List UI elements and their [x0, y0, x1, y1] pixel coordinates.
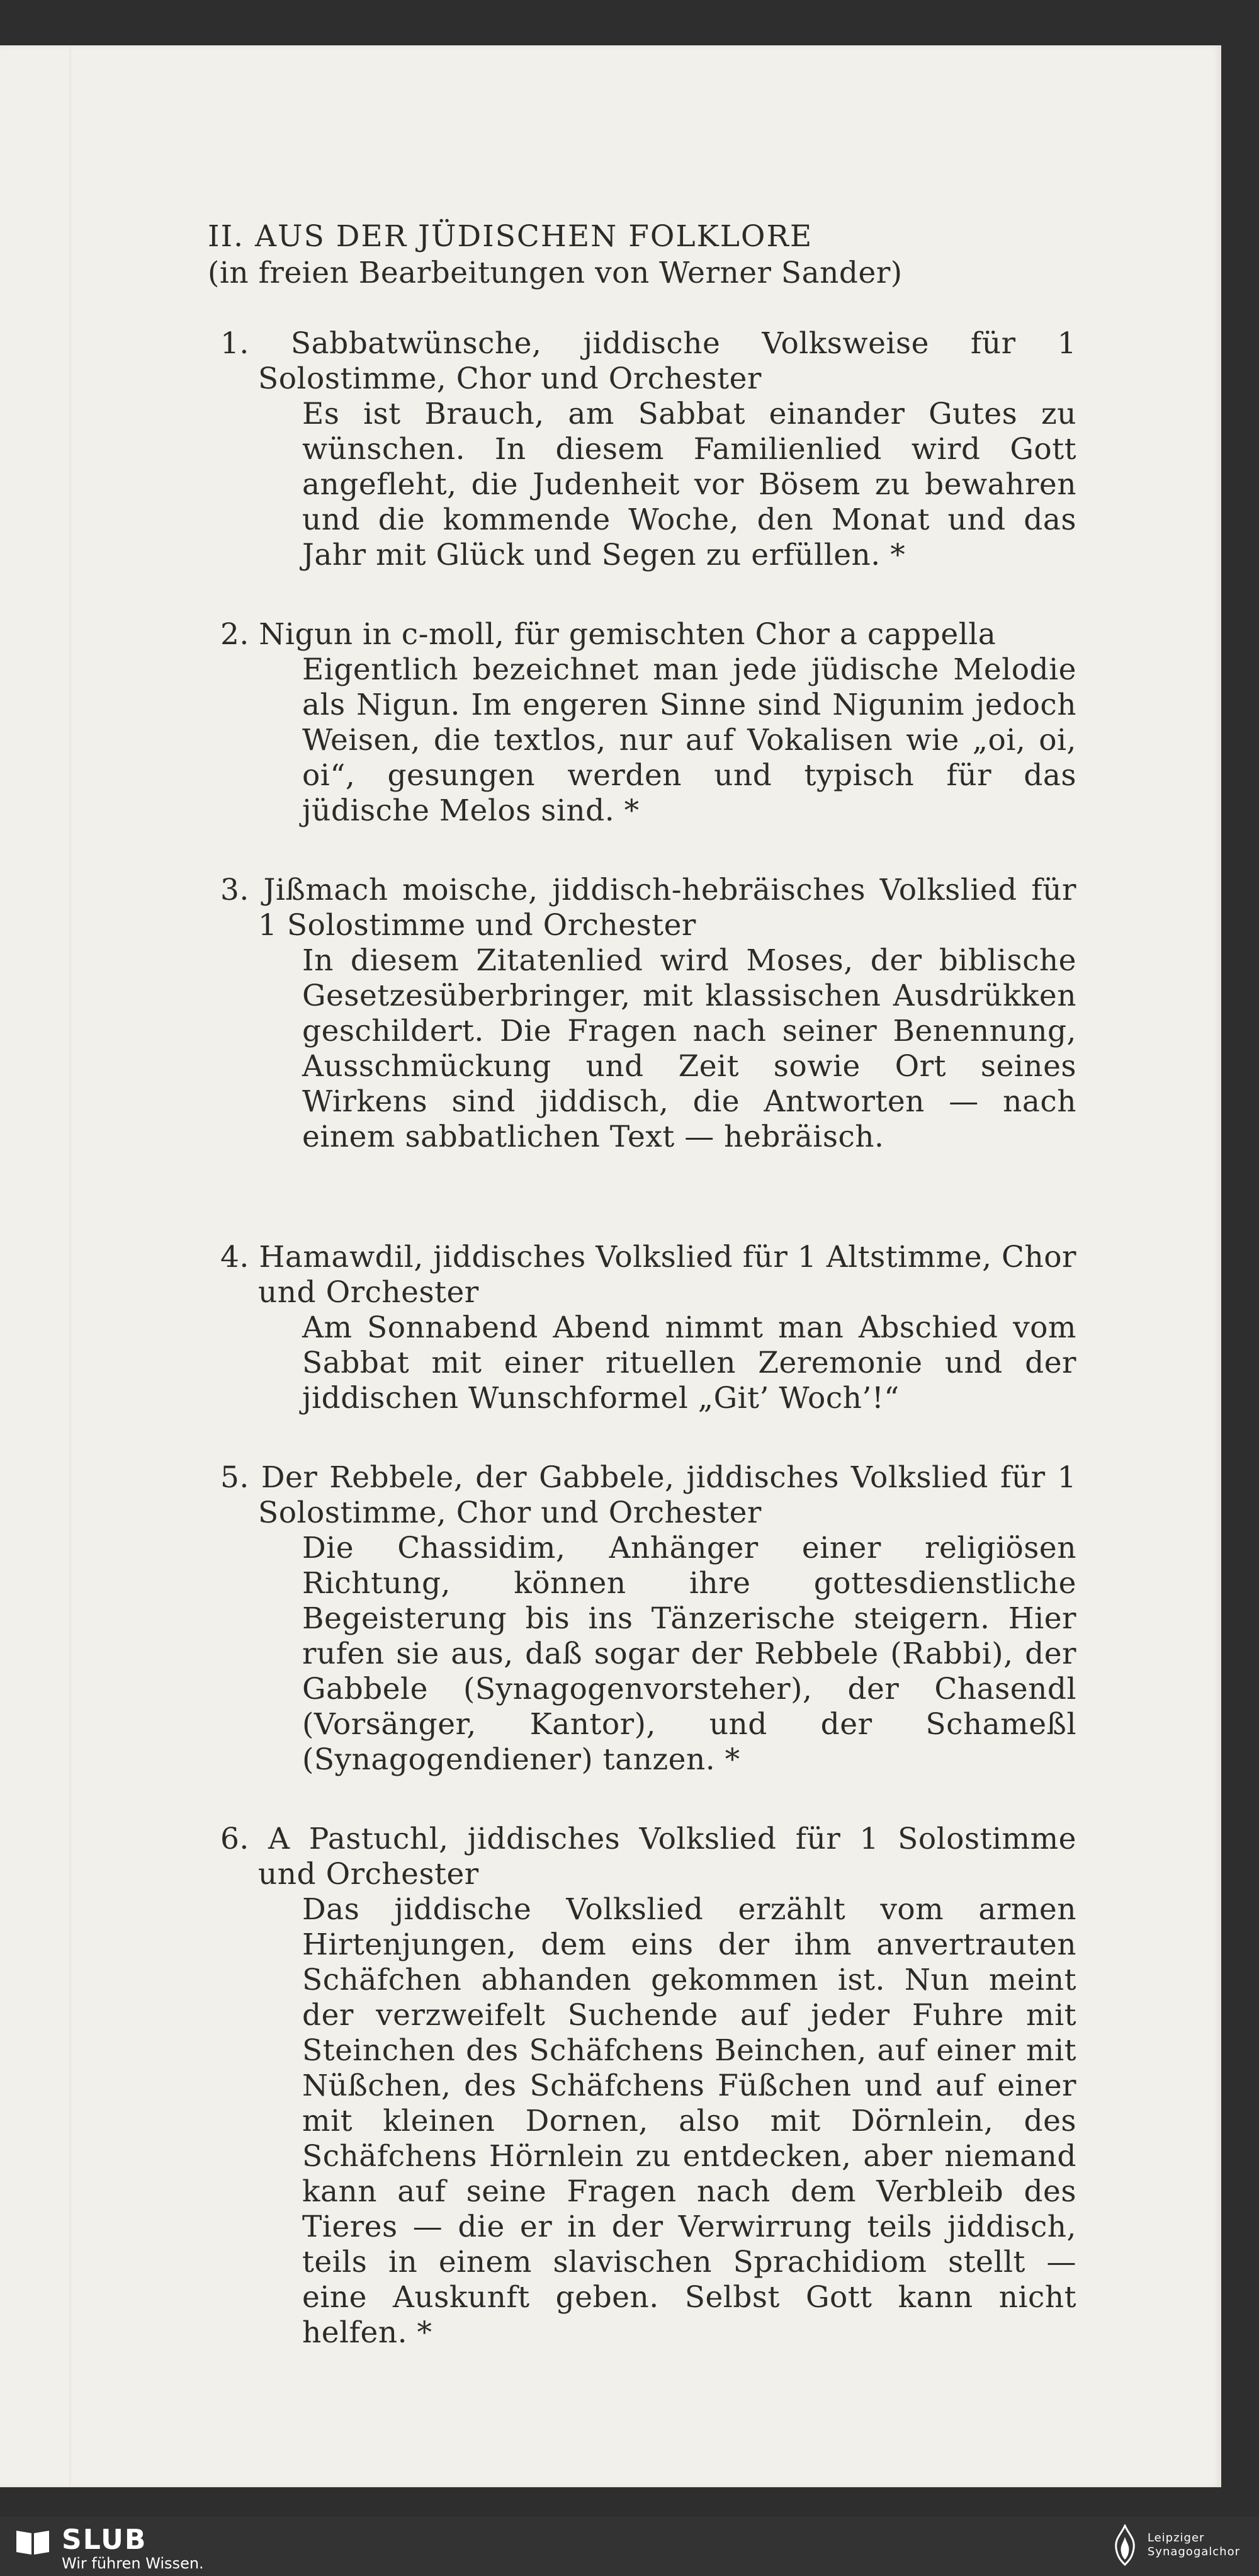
program-list	[208, 326, 1076, 2351]
item-title-text: Jißmach moische, jiddisch-hebräisches Volkslied für 1 Solostimme und Orchester	[258, 873, 1076, 943]
program-item-5	[208, 1460, 1076, 1778]
program-item-4	[208, 1240, 1076, 1416]
item-title-text: A Pastuchl, jiddisches Volkslied für 1 Solostimme und Orchester	[258, 1822, 1076, 1892]
program-item-2	[208, 617, 1076, 829]
item-title-text: Sabbatwünsche, jiddische Volksweise für 1 Solostimme, Chor und Orchester	[258, 326, 1076, 396]
partner-line-2: Synagogalchor	[1147, 2545, 1240, 2558]
item-title	[208, 1460, 1076, 1531]
item-description: Das jiddische Volkslied erzählt vom armen Hirtenjungen, dem eins der ihm anvertrauten Schäfchen abhanden gekommen ist. Nun meint der verzweifelt Suchende auf jeder Fuhre mit Steinchen des Schäfchens Beinchen, auf einer mit Nüßchen, des Schäfchens Füßchen und auf einer mit kleinen Dornen, also mit Dörnlein, des Schäfchens Hörnlein zu entdecken, aber niemand kann auf seine Fragen nach dem Verbleib des Tieres — die er in der Verwirrung teils jiddisch, teils in einem slavischen Sprachidiom stellt — eine Auskunft geben. Selbst Gott kann nicht helfen. *	[302, 1892, 1076, 2350]
item-title	[208, 873, 1076, 943]
item-description: Die Chassidim, Anhänger einer religiösen Richtung, können ihre gottesdienstliche Begeisterung bis ins Tänzerische steigern. Hier rufen sie aus, daß sogar der Rebbele (Rabbi), der Gabbele (Synagogenvorsteher), der Chasendl (Vorsänger, Kantor), und der Schameßl (Synagogendiener) tanzen. *	[302, 1531, 1076, 1777]
slub-name: SLUB	[62, 2524, 147, 2556]
partner-line-1: Leipziger	[1147, 2531, 1205, 2545]
item-title	[208, 1240, 1076, 1310]
item-number: 4.	[220, 1240, 249, 1274]
item-description: Eigentlich bezeichnet man jede jüdische Melodie als Nigun. Im engeren Sinne sind Nigunim jedoch Weisen, die textlos, nur auf Vokalisen wie „oi, oi, oi“, gesungen werden und typisch für das jüdische Melos sind. *	[302, 652, 1076, 828]
partner-logo[interactable]	[1110, 2524, 1240, 2566]
section-heading: II. AUS DER JÜDISCHEN FOLKLORE	[208, 219, 813, 254]
item-title	[208, 326, 1076, 397]
slub-text	[62, 2526, 204, 2572]
document-content	[208, 218, 1076, 2395]
item-description: Es ist Brauch, am Sabbat einander Gutes zu wünschen. In diesem Familienlied wird Gott angefleht, die Judenheit vor Bösem zu bewahren und die kommende Woche, den Monat und das Jahr mit Glück und Segen zu erfüllen. *	[302, 397, 1076, 572]
item-number: 2.	[220, 617, 249, 652]
item-number: 3.	[220, 873, 249, 907]
item-title-text: Nigun in c-moll, für gemischten Chor a cappella	[259, 617, 996, 652]
flame-icon	[1110, 2524, 1140, 2566]
slub-logo[interactable]	[15, 2526, 204, 2572]
item-description: In diesem Zitatenlied wird Moses, der biblische Gesetzesüberbringer, mit klassischen Ausdrükken geschildert. Die Fragen nach seiner Benennung, Ausschmückung und Zeit sowie Ort seines Wirkens sind jiddisch, die Antworten — nach einem sabbatlichen Text — hebräisch.	[302, 943, 1076, 1154]
program-item-6	[208, 1822, 1076, 2351]
item-number: 6.	[220, 1822, 249, 1856]
footer-bar	[0, 2517, 1259, 2576]
item-title	[208, 1822, 1076, 1892]
document-page	[0, 45, 1221, 2487]
program-item-1	[208, 326, 1076, 573]
item-title-text: Hamawdil, jiddisches Volkslied für 1 Altstimme, Chor und Orchester	[258, 1240, 1076, 1310]
item-description: Am Sonnabend Abend nimmt man Abschied vom Sabbat mit einer rituellen Zeremonie und der jiddischen Wunschformel „Git’ Woch’!“	[302, 1310, 1076, 1416]
slub-slogan: Wir führen Wissen.	[62, 2555, 204, 2572]
item-number: 1.	[220, 326, 249, 361]
item-title-text: Der Rebbele, der Gabbele, jiddisches Volkslied für 1 Solostimme, Chor und Orchester	[258, 1460, 1076, 1530]
page-fold	[69, 45, 71, 2487]
section-subheading: (in freien Bearbeitungen von Werner Sander)	[208, 256, 903, 290]
item-title	[208, 617, 1076, 652]
program-item-3	[208, 873, 1076, 1155]
partner-text	[1148, 2531, 1240, 2559]
item-number: 5.	[220, 1460, 249, 1495]
book-icon	[15, 2528, 50, 2556]
